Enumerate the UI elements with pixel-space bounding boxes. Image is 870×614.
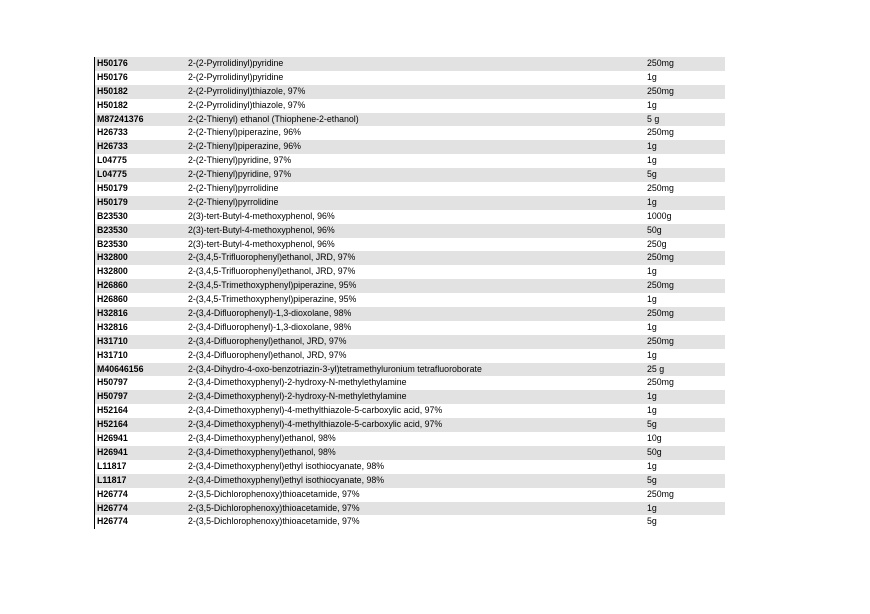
table-row [95,238,725,252]
product-code: H26774 [97,516,128,527]
package-size: 1g [647,99,657,110]
product-description: 2-(2-Thienyl)pyrrolidine [188,183,279,194]
table-row [95,154,725,168]
package-size: 50g [647,224,662,235]
product-code: H26774 [97,502,128,513]
product-code: B23530 [97,224,128,235]
table-row [95,515,725,529]
product-code: H32816 [97,321,128,332]
table-row [95,376,725,390]
table-row [95,168,725,182]
product-code: L04775 [97,169,127,180]
product-code: H26860 [97,280,128,291]
product-code: H26860 [97,294,128,305]
package-size: 1g [647,391,657,402]
product-code: H31710 [97,349,128,360]
product-description: 2-(3,4,5-Trimethoxyphenyl)piperazine, 95% [188,294,357,305]
table-row [95,182,725,196]
package-size: 5g [647,169,657,180]
product-description: 2-(3,4,5-Trimethoxyphenyl)piperazine, 95% [188,280,357,291]
product-code: H50179 [97,183,128,194]
table-row [95,363,725,377]
product-description: 2-(2-Thienyl) ethanol (Thiophene-2-ethanol) [188,113,359,124]
product-table [94,57,725,529]
package-size: 1g [647,502,657,513]
package-size: 1g [647,155,657,166]
product-code: M40646156 [97,363,144,374]
product-description: 2-(3,4-Dimethoxyphenyl)ethyl isothiocyanate, 98% [188,460,385,471]
package-size: 1g [647,349,657,360]
product-description: 2-(3,4,5-Trifluorophenyl)ethanol, JRD, 97% [188,252,356,263]
package-size: 50g [647,446,662,457]
package-size: 1g [647,141,657,152]
product-code: B23530 [97,238,128,249]
table-row [95,446,725,460]
product-description: 2-(3,5-Dichlorophenoxy)thioacetamide, 97% [188,502,360,513]
table-row [95,349,725,363]
package-size: 1g [647,460,657,471]
product-description: 2-(3,4-Dimethoxyphenyl)-4-methylthiazole-5-carboxylic acid, 97% [188,405,443,416]
table-row [95,488,725,502]
table-row [95,293,725,307]
product-description: 2-(3,4-Dimethoxyphenyl)ethyl isothiocyanate, 98% [188,474,385,485]
table-row [95,196,725,210]
product-code: H50797 [97,377,128,388]
product-description: 2-(2-Thienyl)pyridine, 97% [188,155,292,166]
product-description: 2-(2-Pyrrolidinyl)pyridine [188,71,284,82]
package-size: 1g [647,294,657,305]
product-description: 2-(3,4-Difluorophenyl)ethanol, JRD, 97% [188,349,347,360]
product-code: H26733 [97,141,128,152]
table-row [95,335,725,349]
product-code: H32800 [97,252,128,263]
product-code: H52164 [97,405,128,416]
product-code: H50176 [97,58,128,68]
product-description: 2-(3,4-Dimethoxyphenyl)-2-hydroxy-N-methylethylamine [188,391,407,402]
table-row [95,279,725,293]
product-description: 2-(3,4-Difluorophenyl)-1,3-dioxolane, 98% [188,321,352,332]
product-code: H52164 [97,419,128,430]
package-size: 250mg [647,58,674,68]
product-description: 2-(2-Thienyl)pyridine, 97% [188,169,292,180]
product-code: H26941 [97,446,128,457]
table-row [95,321,725,335]
product-code: H32816 [97,308,128,319]
product-description: 2(3)-tert-Butyl-4-methoxyphenol, 96% [188,210,335,221]
product-description: 2(3)-tert-Butyl-4-methoxyphenol, 96% [188,224,335,235]
product-code: B23530 [97,210,128,221]
product-description: 2-(3,4-Difluorophenyl)ethanol, JRD, 97% [188,335,347,346]
product-code: H50797 [97,391,128,402]
table-row [95,432,725,446]
package-size: 5g [647,516,657,527]
table-row [95,390,725,404]
product-code: H50179 [97,196,128,207]
table-row [95,418,725,432]
package-size: 5g [647,474,657,485]
table-row [95,502,725,516]
product-description: 2-(3,4-Dimethoxyphenyl)ethanol, 98% [188,446,336,457]
package-size: 250g [647,238,667,249]
table-row [95,224,725,238]
product-code: H26733 [97,127,128,138]
product-description: 2-(3,4,5-Trifluorophenyl)ethanol, JRD, 97% [188,266,356,277]
table-row [95,460,725,474]
package-size: 1g [647,321,657,332]
package-size: 250mg [647,127,674,138]
package-size: 250mg [647,308,674,319]
product-code: M87241376 [97,113,144,124]
product-description: 2-(3,4-Dimethoxyphenyl)-4-methylthiazole-5-carboxylic acid, 97% [188,419,443,430]
table-row [95,251,725,265]
product-description: 2-(3,4-Dihydro-4-oxo-benzotriazin-3-yl)tetramethyluronium tetrafluoroborate [188,363,482,374]
package-size: 1000g [647,210,672,221]
table-row [95,140,725,154]
product-code: L11817 [97,474,127,485]
product-description: 2-(3,4-Dimethoxyphenyl)ethanol, 98% [188,433,336,444]
table-row [95,57,725,71]
package-size: 250mg [647,335,674,346]
product-code: H26941 [97,433,128,444]
product-code: L11817 [97,460,127,471]
product-code: H50176 [97,71,128,82]
table-row [95,99,725,113]
product-description: 2-(3,5-Dichlorophenoxy)thioacetamide, 97% [188,516,360,527]
product-code: H26774 [97,488,128,499]
package-size: 1g [647,71,657,82]
product-code: H50182 [97,85,128,96]
package-size: 250mg [647,377,674,388]
product-description: 2-(3,4-Difluorophenyl)-1,3-dioxolane, 98% [188,308,352,319]
table-row [95,307,725,321]
package-size: 5 g [647,113,660,124]
table-row [95,265,725,279]
table-row [95,85,725,99]
product-description: 2-(2-Thienyl)pyrrolidine [188,196,279,207]
product-description: 2-(3,4-Dimethoxyphenyl)-2-hydroxy-N-methylethylamine [188,377,407,388]
table-row [95,126,725,140]
product-description: 2-(2-Thienyl)piperazine, 96% [188,127,301,138]
table-row [95,474,725,488]
product-description: 2-(3,5-Dichlorophenoxy)thioacetamide, 97% [188,488,360,499]
product-description: 2-(2-Pyrrolidinyl)thiazole, 97% [188,99,306,110]
product-code: L04775 [97,155,127,166]
table-row [95,71,725,85]
package-size: 25 g [647,363,665,374]
product-code: H31710 [97,335,128,346]
package-size: 250mg [647,488,674,499]
package-size: 250mg [647,280,674,291]
package-size: 250mg [647,252,674,263]
package-size: 1g [647,405,657,416]
product-description: 2-(2-Pyrrolidinyl)thiazole, 97% [188,85,306,96]
package-size: 10g [647,433,662,444]
package-size: 250mg [647,183,674,194]
table-row [95,113,725,127]
product-description: 2-(2-Thienyl)piperazine, 96% [188,141,301,152]
product-code: H50182 [97,99,128,110]
package-size: 1g [647,196,657,207]
package-size: 1g [647,266,657,277]
table-row [95,404,725,418]
table-row [95,210,725,224]
product-code: H32800 [97,266,128,277]
package-size: 5g [647,419,657,430]
package-size: 250mg [647,85,674,96]
product-description: 2-(2-Pyrrolidinyl)pyridine [188,58,284,68]
product-description: 2(3)-tert-Butyl-4-methoxyphenol, 96% [188,238,335,249]
